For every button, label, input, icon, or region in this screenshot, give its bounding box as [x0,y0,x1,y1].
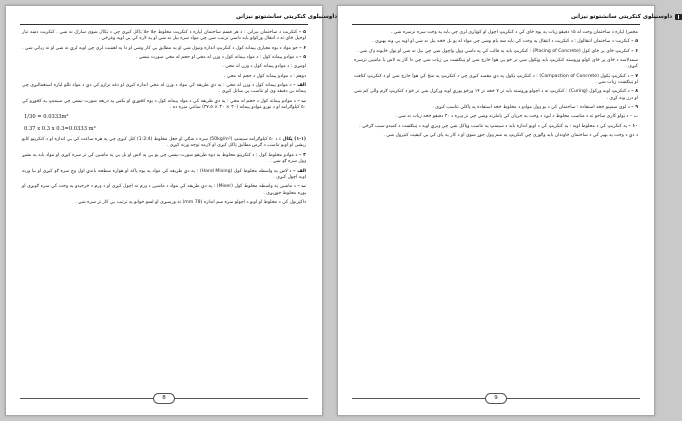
page-footer [352,393,640,403]
paragraph: ۳ – د موادو مخلوط کول : د کنکریټو مخلوط په دوه طریقو صورت نیسي چې یو یې په لاس او بل یې په ماشین کې تر سره کیږي او مواد باید په بشپړ ډول سره ګډ شي . [22,152,306,165]
paragraph: لومړی : د موادو پیمانه کول د وزن له مخې . [222,64,306,70]
paragraph: ب – د ټولو کاري ساحو ته د مناسب مخلوط د لیږد د وخت په جریان کې پاملرنه وشي چې تر ډیره د ۳۰ دقیقو څخه زیات نه شي . [395,114,638,120]
paragraph: مخمر) لپاره د ساختمان وخت له ۱۵ دقیقو زیات په یوه ځای کې د کنکریټ اچول او کوټاږي لري چې باید په وخت سره ترسره شي . [390,30,638,35]
formula: 1/30 = 0.0333m³ [24,114,69,121]
right-page [337,5,673,416]
paragraph: ۱۰ – په کنکریټ کې د مخلوط اوبه : په کنکریټ کې د اوبو اندازه باید د سیمنټ په تناسب وټاکل شي چې ډیرې اوبه د ټینګښت د کمیدو سبب ګرځي . [359,123,638,129]
paragraph: ۷ – د کنکریټ ټکول (Compaction of Concrete) : د کنکریټ ټکول په دې مقصد کیږي چې د کنکریټ په منځ کې هوا خارج شي او د کنکریټ کثافت او ټینګښت زیات شي . [354,73,638,86]
page-footer [20,393,308,403]
page-number: 8 [153,393,175,404]
paragraph: سمدلاسه د ځای پر ځای کولو وروسته کنکریټ باید وټکول شي تر څو یې هوا خارج شي او ټینګښت یې زیات شي چې دا کار په لاس یا ماشین ترسره کیږي . [354,58,638,70]
paragraph: ۵ – د موادو پیمانه کول : د مواد پیمانه کول د وزن له مخې او حجم له مخې صورت نیسي . [135,55,306,61]
page-body [354,30,638,383]
paragraph: الف – د موادو پیمانه کول د وزن له مخې : په دې طریقه کې مواد د وزن له مخې اندازه کیږي او دغه ترازو کې دې د مواد تللو لپاره استعمالیږي چې پیمانه یې دقیقه وي او تناسب یې ساتل کیږي . [22,83,306,95]
paragraph: دوهم : د موادو پیمانه کول د حجم له مخې . [223,73,306,79]
header-rule [352,24,640,25]
book-icon [675,14,682,20]
header-rule [20,24,308,25]
page-header [236,14,347,20]
paragraph: ۹ – د لوی سمېټو څخه استفاده : ساختمان کې د یو ډول موادو د مخلوط څخه استفاده په ټاکلي تناسب کیږي . [432,105,638,111]
paragraph: داکټرنول کې د مخلوط او اوبو د اچولو سره سم اندازه (78 mm) ته ورسیږي او لسو خوانو په ترتیب یې کار تر سره شي . [75,199,306,205]
paragraph: ب – د موادو پیمانه کول د حجم له مخې : په دې طریقه کې د مواد پیمانه کول د یوه کڅوړې او بکس په ذریعه صورت نیسي چې سیمنټ په کڅوړو کې ۵۰ کیلوګرامه او د نورو موادو پیمانه (۳۰ × ۳۰ × ۳۷.۵) سانتي متره ده . [22,98,307,111]
page-body [22,30,306,383]
formula: 0.37 x 0.3 x 0.3=0.0333 m³ [24,125,96,132]
paragraph: ب – د ماشین په واسطه مخلوط کول (Mixer) : په دې طریقه کې مواد د ماشین د ډرم ته اچول کیږي او د ډرم د څرخیدو په وخت کې سره ګډیږي او پوره مخلوط جوړیږي . [22,184,306,196]
header-title: داوسنیلوی کنکریتی سانشتوتو نیزانن [571,14,673,20]
paragraph: ۶ – خو مواد د یوه معیاري پیمانه کول د کنکریټ اندازه ونیول شي او په مطابق یې کار وشي او دا په اهمیت لري چې اوبه لرې نه شي او نه زیاتې شي . [22,45,306,51]
paragraph: الف – د لاس په واسطه مخلوط کول (Hand Mixing) : په دې طریقه کې مواد په یوه پاکه او هواره سطحه باندې اول وچ سره ګډ کیږي او بیا ورته اوبه اچول کیږي . [22,168,306,180]
paragraph: ۵ – کنکریت د ساختمان نیزانن : د هر قسم ساختمان لپاره د کنکریت مخلوط جلا جلا ټاکل کیږي چې د ټکال شوي سارک نه شي . کنکریت دښه تیار اوخپل ځای ته د انتقال ورکولو باید داسې ترتیب شي چې مواد سره بیل نه شي او په لاره کې یې اوبه وغرځي . [22,30,306,42]
header-title: داوسنیلوی کنکریتی سانشتوتو نیزانن [236,14,338,20]
page-number: 9 [485,393,507,404]
page-header [571,14,682,20]
paragraph: د دې د وخت په بهیر کې د ساختمان خاوندان باید وګوري چې کنکریټ په سم ډول جوړ شوی او د کار په پای کې یې کیفیت کنټرول شي . [383,133,638,139]
paragraph: ۸ – د کنکریټ اوبه ورکول (Curing) : کنکریټ ته د اچولو وروسته باید تر ۷ څخه تر ۱۴ ورځو پورې اوبه ورکړل شي تر څو د کنکریټ ګرم والی کم شي او درز ونه کړي . [354,89,639,101]
paragraph: ۵ – کنکریت د ساختمان انتقالول : د کنکریت د انتقال په وخت کې باید ښه پام وشي چې مواد له یو بل څخه بیل نه شي او اوبه یې ونه بهیږي . [372,39,638,45]
left-page [5,5,338,416]
paragraph: ۶ – کنکریټ ځای پر ځای کول (Placing of Concrete) : کنکریټ باید په قالب کې په داسې ډول واچول شي چې بیل نه شي او ټول ځایونه ډک شي . [356,48,638,54]
paragraph: (۱-۱) ټکال : د ۵۰ کیلوګرامه سیمنټ (50kg/m³) سره د شګې او جغل مخلوط (1:2:4) کتل کیږي چې په هره ساعت کې یې اندازه او د کنکریټو کاڼو ریشی او اوبو تناسب د ګرمۍ مطابق ټاکل کیږي او لازمه توجه ورته کیږي . [22,137,306,149]
